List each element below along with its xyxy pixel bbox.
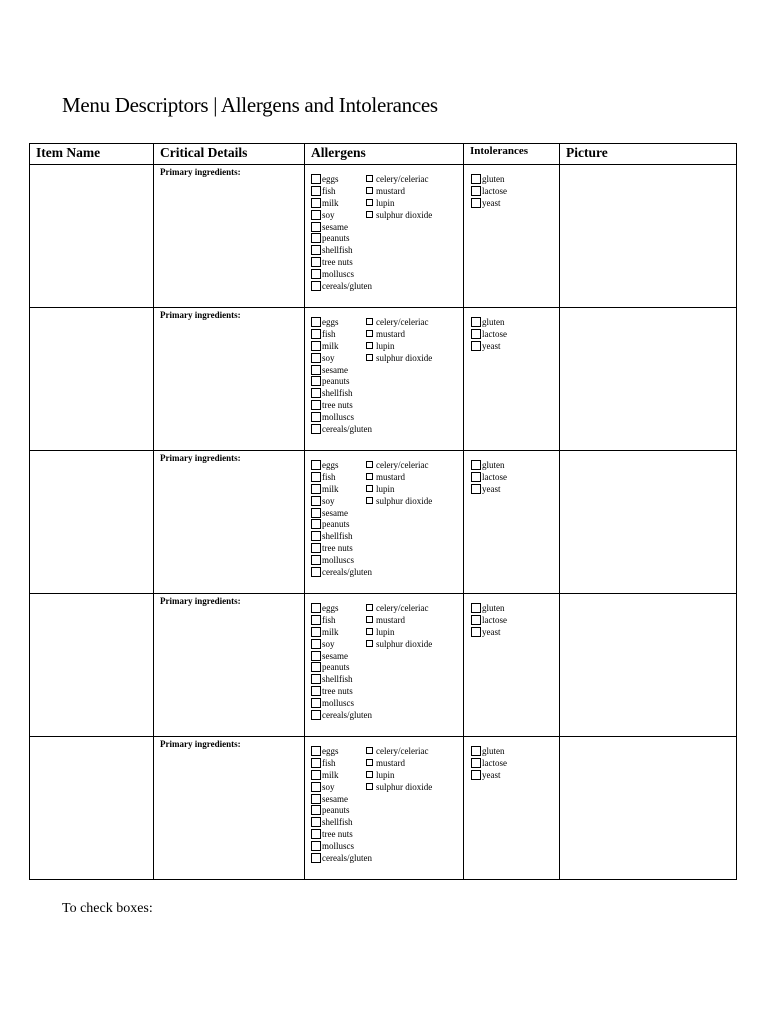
allergen-label: tree nuts — [322, 400, 353, 411]
allergen-checkbox[interactable] — [311, 186, 321, 196]
allergen-label: soy — [322, 495, 335, 506]
picture-cell[interactable] — [560, 165, 737, 308]
allergen-checkbox[interactable] — [311, 627, 321, 637]
allergen-label: tree nuts — [322, 829, 353, 840]
intolerance-label: lactose — [482, 471, 507, 482]
allergen-label: sulphur dioxide — [376, 352, 433, 363]
allergen-checkbox[interactable] — [311, 817, 321, 827]
allergen-checkbox[interactable] — [311, 496, 321, 506]
allergen-label: molluscs — [322, 555, 355, 566]
critical-details-cell[interactable] — [154, 737, 305, 880]
primary-ingredients-label: Primary ingredients: — [160, 167, 241, 177]
intolerance-checkbox[interactable] — [471, 329, 481, 339]
intolerance-label: yeast — [482, 626, 501, 637]
allergen-label: mustard — [376, 471, 405, 482]
allergen-label: mustard — [376, 614, 405, 625]
allergen-checkbox[interactable] — [311, 376, 321, 386]
allergen-checkbox[interactable] — [311, 782, 321, 792]
page-title: Menu Descriptors | Allergens and Intolerances — [62, 93, 438, 117]
allergen-label: celery/celeriac — [376, 460, 429, 470]
allergen-checkbox[interactable] — [311, 686, 321, 696]
allergen-checkbox[interactable] — [366, 175, 373, 182]
allergen-checkbox[interactable] — [311, 388, 321, 398]
intolerance-label: lactose — [482, 185, 507, 196]
allergen-label: cereals/gluten — [322, 710, 372, 721]
allergen-checkbox[interactable] — [311, 508, 321, 518]
allergen-checkbox[interactable] — [366, 318, 373, 325]
allergen-label: milk — [322, 483, 339, 494]
allergen-label: fish — [322, 614, 336, 625]
intolerance-checkbox[interactable] — [471, 472, 481, 482]
allergen-label: eggs — [322, 460, 339, 470]
intolerance-checkbox[interactable] — [471, 341, 481, 351]
intolerance-label: yeast — [482, 197, 501, 208]
allergens-cell — [305, 737, 464, 880]
allergen-checkbox[interactable] — [311, 472, 321, 482]
item-name-cell[interactable] — [30, 594, 154, 737]
intolerance-label: yeast — [482, 483, 501, 494]
intolerance-checkbox[interactable] — [471, 770, 481, 780]
intolerance-label: gluten — [482, 174, 505, 184]
allergen-label: celery/celeriac — [376, 603, 429, 613]
intolerance-label: lactose — [482, 757, 507, 768]
picture-cell[interactable] — [560, 594, 737, 737]
allergen-checkbox[interactable] — [311, 651, 321, 661]
allergen-label: milk — [322, 340, 339, 351]
allergen-checkbox[interactable] — [311, 281, 321, 291]
intolerance-checkbox[interactable] — [471, 603, 481, 613]
allergen-checkbox[interactable] — [311, 841, 321, 851]
allergen-label: eggs — [322, 317, 339, 327]
intolerance-checkbox[interactable] — [471, 746, 481, 756]
allergen-label: molluscs — [322, 269, 355, 280]
item-name-cell[interactable] — [30, 308, 154, 451]
allergen-checkbox[interactable] — [311, 233, 321, 243]
intolerance-label: gluten — [482, 746, 505, 756]
allergen-label: lupin — [376, 340, 395, 351]
item-name-cell[interactable] — [30, 451, 154, 594]
allergen-label: fish — [322, 328, 336, 339]
allergen-label: tree nuts — [322, 543, 353, 554]
intolerance-checkbox[interactable] — [471, 186, 481, 196]
allergen-label: sulphur dioxide — [376, 209, 433, 220]
allergen-checkbox[interactable] — [366, 747, 373, 754]
allergen-label: mustard — [376, 185, 405, 196]
allergen-checkbox[interactable] — [366, 759, 373, 766]
allergen-label: milk — [322, 769, 339, 780]
allergen-checkbox[interactable] — [311, 210, 321, 220]
allergen-label: lupin — [376, 197, 395, 208]
allergen-checkbox[interactable] — [311, 674, 321, 684]
allergen-checkbox[interactable] — [311, 222, 321, 232]
allergen-checkbox[interactable] — [311, 615, 321, 625]
allergen-label: sulphur dioxide — [376, 781, 433, 792]
allergen-checkbox[interactable] — [311, 257, 321, 267]
allergens-cell — [305, 308, 464, 451]
allergen-checkbox[interactable] — [311, 770, 321, 780]
allergen-checkbox[interactable] — [311, 484, 321, 494]
allergen-label: celery/celeriac — [376, 746, 429, 756]
allergen-label: peanuts — [322, 519, 350, 530]
allergen-checkbox[interactable] — [311, 555, 321, 565]
intolerance-checkbox[interactable] — [471, 615, 481, 625]
allergen-label: lupin — [376, 483, 395, 494]
allergen-label: shellfish — [322, 674, 353, 685]
allergen-label: peanuts — [322, 662, 350, 673]
allergen-label: celery/celeriac — [376, 174, 429, 184]
header-intolerances: Intolerances — [464, 144, 560, 165]
allergens-cell — [305, 165, 464, 308]
allergen-checkbox[interactable] — [311, 424, 321, 434]
table-row — [30, 308, 737, 451]
allergen-checkbox[interactable] — [366, 616, 373, 623]
allergen-checkbox[interactable] — [366, 783, 373, 790]
allergen-checkbox[interactable] — [311, 758, 321, 768]
allergen-label: soy — [322, 352, 335, 363]
allergen-table — [29, 143, 737, 880]
picture-cell[interactable] — [560, 737, 737, 880]
primary-ingredients-label: Primary ingredients: — [160, 310, 241, 320]
allergen-checkbox[interactable] — [366, 461, 373, 468]
allergen-label: molluscs — [322, 841, 355, 852]
intolerances-cell — [464, 594, 560, 737]
allergen-label: eggs — [322, 746, 339, 756]
allergen-checkbox[interactable] — [311, 603, 321, 613]
allergen-checkbox[interactable] — [311, 245, 321, 255]
intolerance-checkbox[interactable] — [471, 627, 481, 637]
allergen-label: shellfish — [322, 531, 353, 542]
critical-details-cell[interactable] — [154, 165, 305, 308]
allergen-checkbox[interactable] — [366, 330, 373, 337]
allergen-checkbox[interactable] — [311, 198, 321, 208]
allergen-checkbox[interactable] — [366, 485, 373, 492]
allergen-checkbox[interactable] — [366, 640, 373, 647]
primary-ingredients-label: Primary ingredients: — [160, 453, 241, 463]
allergen-checkbox[interactable] — [311, 746, 321, 756]
allergen-label: fish — [322, 185, 336, 196]
allergen-label: lupin — [376, 626, 395, 637]
allergen-label: peanuts — [322, 376, 350, 387]
intolerance-label: yeast — [482, 340, 501, 351]
allergen-checkbox[interactable] — [311, 698, 321, 708]
allergen-checkbox[interactable] — [311, 353, 321, 363]
item-name-cell[interactable] — [30, 737, 154, 880]
intolerances-cell — [464, 737, 560, 880]
allergen-label: molluscs — [322, 412, 355, 423]
allergen-label: cereals/gluten — [322, 424, 372, 435]
allergen-label: peanuts — [322, 805, 350, 816]
allergen-label: molluscs — [322, 698, 355, 709]
allergen-label: fish — [322, 471, 336, 482]
intolerance-checkbox[interactable] — [471, 174, 481, 184]
allergen-label: soy — [322, 781, 335, 792]
allergen-checkbox[interactable] — [311, 174, 321, 184]
intolerance-checkbox[interactable] — [471, 317, 481, 327]
allergen-checkbox[interactable] — [311, 662, 321, 672]
allergen-label: peanuts — [322, 233, 350, 244]
intolerance-checkbox[interactable] — [471, 460, 481, 470]
allergen-checkbox[interactable] — [311, 794, 321, 804]
allergen-label: tree nuts — [322, 257, 353, 268]
allergen-label: milk — [322, 197, 339, 208]
allergen-checkbox[interactable] — [311, 639, 321, 649]
critical-details-cell[interactable] — [154, 594, 305, 737]
allergen-checkbox[interactable] — [311, 329, 321, 339]
header-row — [30, 144, 737, 165]
intolerance-label: gluten — [482, 317, 505, 327]
intolerance-checkbox[interactable] — [471, 758, 481, 768]
picture-cell[interactable] — [560, 308, 737, 451]
allergen-label: tree nuts — [322, 686, 353, 697]
intolerance-label: yeast — [482, 769, 501, 780]
allergen-label: shellfish — [322, 817, 353, 828]
allergen-label: sesame — [322, 793, 348, 804]
allergens-cell — [305, 594, 464, 737]
intolerance-label: gluten — [482, 460, 505, 470]
intolerances-cell — [464, 308, 560, 451]
allergen-label: sesame — [322, 364, 348, 375]
table-row — [30, 165, 737, 308]
allergens-cell — [305, 451, 464, 594]
allergen-label: milk — [322, 626, 339, 637]
allergen-checkbox[interactable] — [311, 460, 321, 470]
allergen-label: soy — [322, 209, 335, 220]
allergen-checkbox[interactable] — [311, 710, 321, 720]
allergen-checkbox[interactable] — [311, 531, 321, 541]
intolerance-label: lactose — [482, 328, 507, 339]
allergen-label: sulphur dioxide — [376, 495, 433, 506]
allergen-checkbox[interactable] — [311, 543, 321, 553]
intolerance-label: gluten — [482, 603, 505, 613]
allergen-checkbox[interactable] — [366, 604, 373, 611]
allergen-label: shellfish — [322, 388, 353, 399]
table-row — [30, 594, 737, 737]
allergen-label: eggs — [322, 603, 339, 613]
header-critical-details: Critical Details — [154, 144, 305, 165]
allergen-label: soy — [322, 638, 335, 649]
allergen-checkbox[interactable] — [366, 211, 373, 218]
intolerance-checkbox[interactable] — [471, 484, 481, 494]
table-row — [30, 451, 737, 594]
allergen-label: sulphur dioxide — [376, 638, 433, 649]
allergen-label: shellfish — [322, 245, 353, 256]
intolerance-checkbox[interactable] — [471, 198, 481, 208]
allergen-checkbox[interactable] — [311, 805, 321, 815]
picture-cell[interactable] — [560, 451, 737, 594]
allergen-label: sesame — [322, 650, 348, 661]
allergen-checkbox[interactable] — [311, 365, 321, 375]
critical-details-cell[interactable] — [154, 451, 305, 594]
allergen-label: mustard — [376, 757, 405, 768]
allergen-checkbox[interactable] — [366, 473, 373, 480]
allergen-label: sesame — [322, 221, 348, 232]
allergen-checkbox[interactable] — [311, 400, 321, 410]
allergen-checkbox[interactable] — [311, 412, 321, 422]
intolerances-cell — [464, 451, 560, 594]
intolerances-cell — [464, 165, 560, 308]
allergen-checkbox[interactable] — [311, 317, 321, 327]
header-item-name: Item Name — [30, 144, 154, 165]
allergen-checkbox[interactable] — [366, 342, 373, 349]
header-allergens: Allergens — [305, 144, 464, 165]
allergen-label: fish — [322, 757, 336, 768]
allergen-label: cereals/gluten — [322, 853, 372, 864]
allergen-checkbox[interactable] — [366, 497, 373, 504]
allergen-checkbox[interactable] — [311, 269, 321, 279]
allergen-checkbox[interactable] — [311, 567, 321, 577]
primary-ingredients-label: Primary ingredients: — [160, 739, 241, 749]
allergen-checkbox[interactable] — [311, 341, 321, 351]
allergen-checkbox[interactable] — [366, 187, 373, 194]
critical-details-cell[interactable] — [154, 308, 305, 451]
header-picture: Picture — [560, 144, 737, 165]
allergen-checkbox[interactable] — [366, 354, 373, 361]
footer-note: To check boxes: — [62, 901, 153, 916]
allergen-label: lupin — [376, 769, 395, 780]
allergen-checkbox[interactable] — [366, 771, 373, 778]
allergen-checkbox[interactable] — [366, 628, 373, 635]
allergen-label: cereals/gluten — [322, 567, 372, 578]
intolerance-label: lactose — [482, 614, 507, 625]
allergen-label: sesame — [322, 507, 348, 518]
primary-ingredients-label: Primary ingredients: — [160, 596, 241, 606]
allergen-checkbox[interactable] — [311, 853, 321, 863]
allergen-checkbox[interactable] — [311, 519, 321, 529]
allergen-label: eggs — [322, 174, 339, 184]
allergen-checkbox[interactable] — [311, 829, 321, 839]
allergen-checkbox[interactable] — [366, 199, 373, 206]
allergen-label: mustard — [376, 328, 405, 339]
table-row — [30, 737, 737, 880]
allergen-label: cereals/gluten — [322, 281, 372, 292]
item-name-cell[interactable] — [30, 165, 154, 308]
allergen-label: celery/celeriac — [376, 317, 429, 327]
